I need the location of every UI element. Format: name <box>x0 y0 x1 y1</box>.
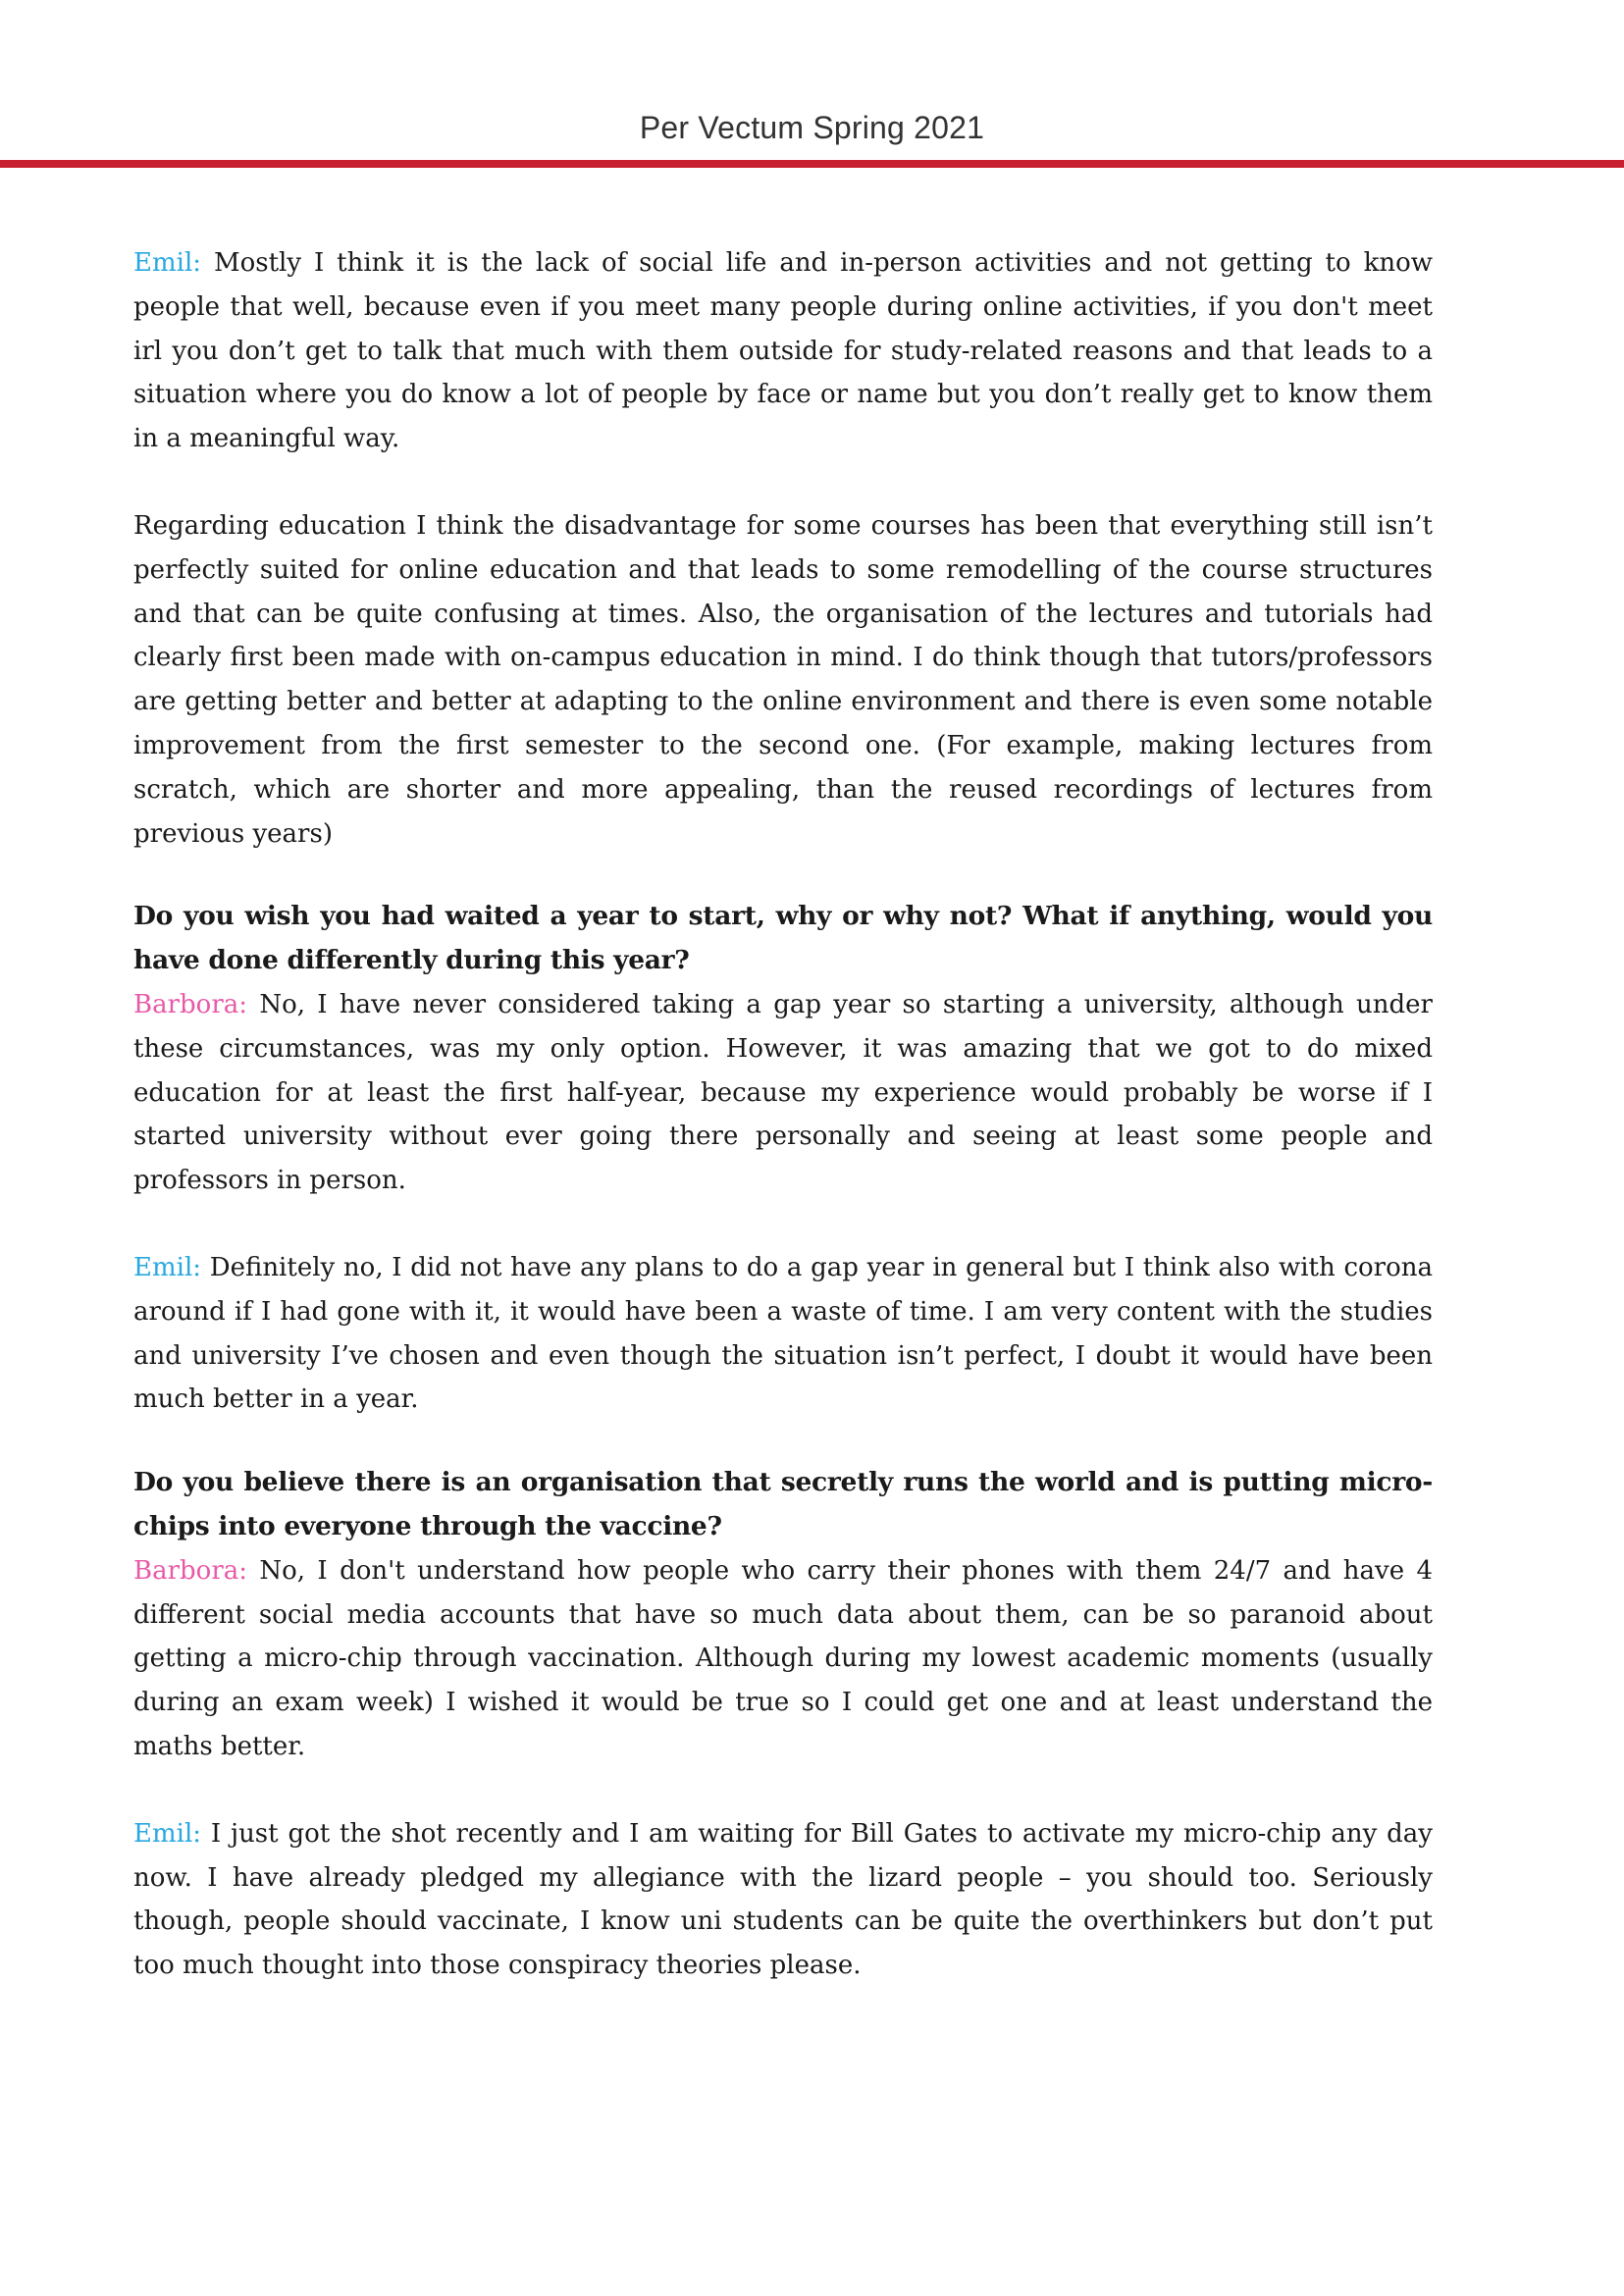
paragraph-spacer <box>133 1203 1433 1246</box>
answer-text: Definitely no, I did not have any plans to do a gap year in general but I think also with corona around if I had gone with it, it would have been a waste of time. I am very content with the studies and university I’ve chosen and even though the situation isn’t perfect, I doubt it would have been much better in a year. <box>133 1252 1433 1415</box>
answer-text: Regarding education I think the disadvantage for some courses has been that everything still isn’t perfectly suited for online education and that leads to some remodelling of the course structures and that can be quite confusing at times. Also, the organisation of the lectures and tutorials had clearly first been made with on-campus education in mind. I do think though that tutors/professors are getting better and better at adapting to the online environment and there is even some notable improvement from the first semester to the second one. (For example, making lectures from scratch, which are shorter and more appealing, than the reused recordings of lectures from previous years) <box>133 510 1433 849</box>
interview-question-2: Do you wish you had waited a year to start, why or why not? What if anything, would you have done differently during this year? <box>133 901 1433 976</box>
article-body <box>133 241 1433 1988</box>
header-divider <box>0 160 1624 168</box>
answer-emil-1-continued <box>133 504 1433 856</box>
answer-text: Mostly I think it is the lack of social life and in-person activities and not getting to know people that well, because even if you meet many people during online activities, if you don't meet irl you don’t get to talk that much with them outside for study-related reasons and that leads to a situation where you do know a lot of people by face or name but you don’t really get to know them in a meaningful way. <box>133 248 1433 454</box>
paragraph-spacer <box>133 461 1433 504</box>
paragraph-spacer <box>133 1769 1433 1812</box>
interview-question-3: Do you believe there is an organisation that secretly runs the world and is putting micro-chips into everyone through the vaccine? <box>133 1467 1433 1541</box>
answer-emil-1 <box>133 241 1433 461</box>
paragraph-spacer <box>133 856 1433 895</box>
answer-text: No, I don't understand how people who carry their phones with them 24/7 and have 4 different social media accounts that have so much data about them, can be so paranoid about getting a micro-chip through vaccination. Although during my lowest academic moments (usually during an exam week) I wished it would be true so I could get one and at least understand the maths better. <box>133 1555 1433 1761</box>
answer-barbora-3 <box>133 1549 1433 1769</box>
answer-text: No, I have never considered taking a gap year so starting a university, although under these circumstances, was my only option. However, it was amazing that we got to do mixed education for at least the first half-year, because my experience would probably be worse if I started university without ever going there personally and seeing at least some people and professors in person. <box>133 989 1433 1196</box>
speaker-label-emil: Emil: <box>133 1252 202 1282</box>
page-header-title: Per Vectum Spring 2021 <box>639 110 985 145</box>
speaker-label-emil: Emil: <box>133 248 202 278</box>
answer-emil-2 <box>133 1246 1433 1422</box>
answer-barbora-2 <box>133 983 1433 1203</box>
speaker-label-barbora: Barbora: <box>133 989 248 1019</box>
speaker-label-emil: Emil: <box>133 1818 202 1849</box>
answer-text: I just got the shot recently and I am waiting for Bill Gates to activate my micro-chip any day now. I have already pledged my allegiance with the lizard people – you should too. Seriously though, people should vaccinate, I know uni students can be quite the overthinkers but don’t put too much thought into those conspiracy theories please. <box>133 1818 1433 1981</box>
paragraph-spacer <box>133 1422 1433 1461</box>
answer-emil-3 <box>133 1812 1433 1988</box>
speaker-label-barbora: Barbora: <box>133 1555 248 1586</box>
